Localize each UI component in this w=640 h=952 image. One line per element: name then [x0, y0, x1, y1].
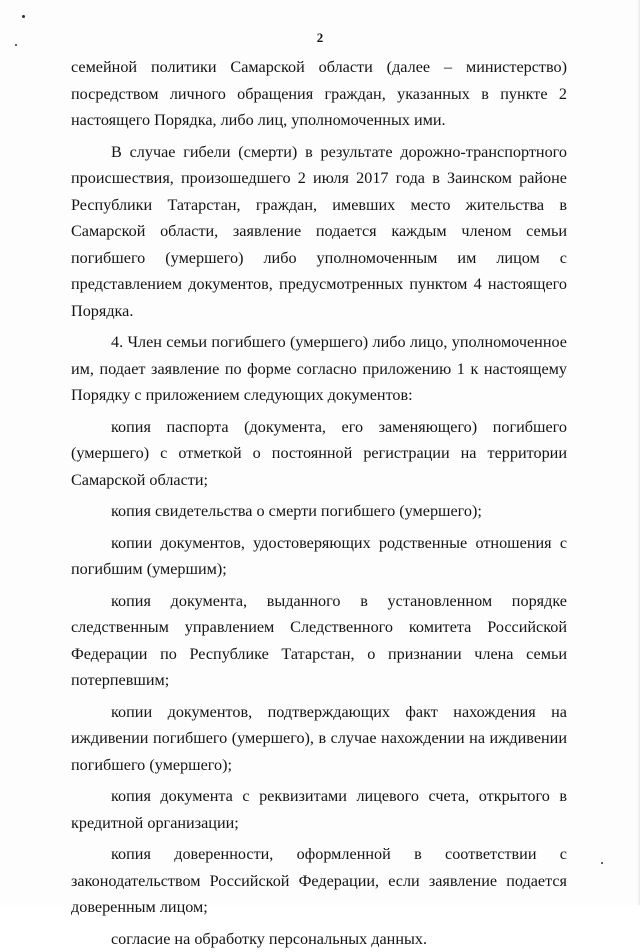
document-body — [71, 54, 567, 952]
scan-speck — [601, 862, 603, 864]
list-item-power-of-attorney: копия доверенности, оформленной в соответствии с законодательством Российской Федерации, если заявление подается доверенным лицом; — [71, 841, 567, 921]
list-item-victim-status: копия документа, выданного в установленном порядке следственным управлением Следственного комитета Российской Федерации по Республике Татарстан, о признании члена семьи потерпевшим; — [71, 588, 567, 694]
scan-speck — [22, 15, 25, 18]
list-item-passport: копия паспорта (документа, его заменяющего) погибшего (умершего) с отметкой о постоянной регистрации на территории Самарской области; — [71, 414, 567, 494]
paragraph-continuation: семейной политики Самарской области (далее – министерство) посредством личного обращения граждан, указанных в пункте 2 настоящего Порядка, либо лиц, уполномоченных ими. — [71, 54, 567, 134]
list-item-dependency: копии документов, подтверждающих факт нахождения на иждивении погибшего (умершего), в случае нахождении на иждивении погибшего (умершего); — [71, 699, 567, 779]
paragraph-item-4: 4. Член семьи погибшего (умершего) либо лицо, уполномоченное им, подает заявление по форме согласно приложению 1 к настоящему Порядку с приложением следующих документов: — [71, 329, 567, 409]
list-item-kinship: копии документов, удостоверяющих родственные отношения с погибшим (умершим); — [71, 530, 567, 583]
list-item-death-certificate: копия свидетельства о смерти погибшего (умершего); — [71, 498, 567, 525]
list-item-personal-data-consent: согласие на обработку персональных данных. — [71, 926, 567, 952]
page-number: 2 — [0, 30, 640, 46]
list-item-bank-account: копия документа с реквизитами лицевого счета, открытого в кредитной организации; — [71, 783, 567, 836]
paragraph-accident: В случае гибели (смерти) в результате дорожно-транспортного происшествия, произошедшего 2 июля 2017 года в Заинском районе Республики Татарстан, граждан, имевших место жительства в Самарской области, заявление подается каждым членом семьи погибшего (умершего) либо уполномоченным им лицом с представлением документов, предусмотренных пунктом 4 настоящего Порядка. — [71, 139, 567, 325]
